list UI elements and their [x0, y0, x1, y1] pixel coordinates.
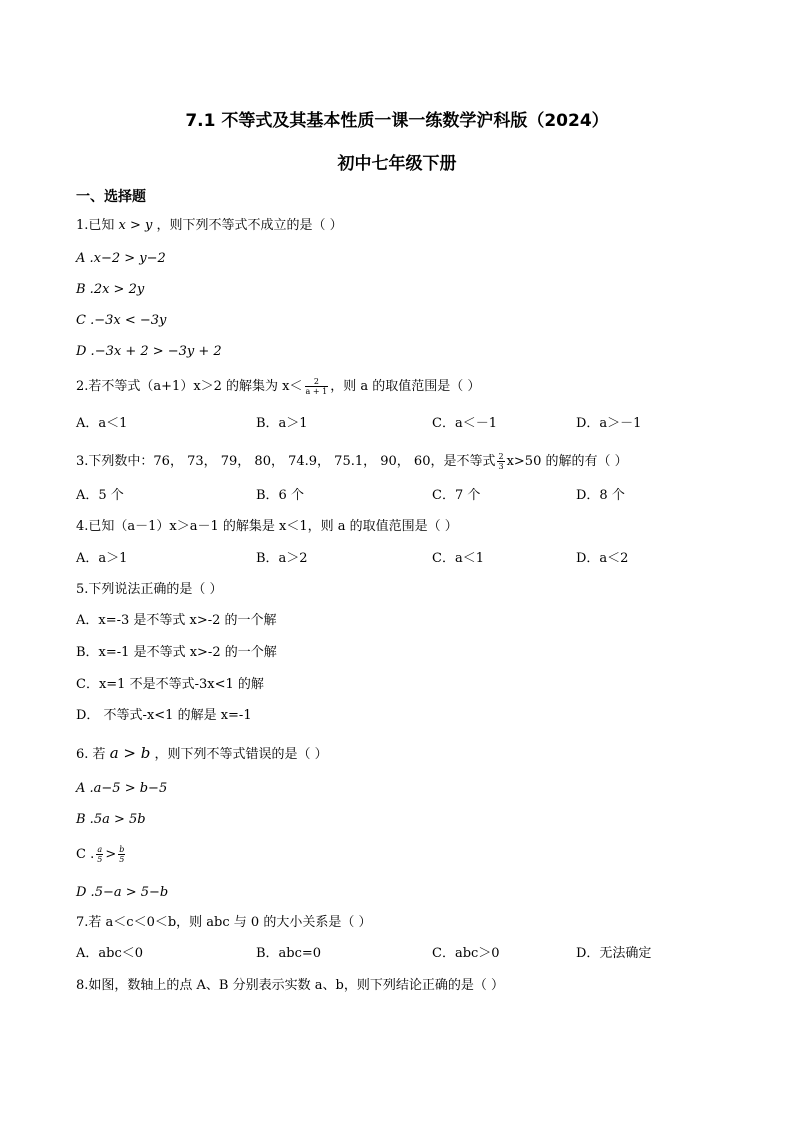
question-3-stem: 3.下列数中：76， 73， 79， 80， 74.9， 75.1， 90， 60，是不等式 $\frac{2}{3}$ x>50 的解的有（ ） — [76, 452, 628, 471]
question-6-option-d: D .5−a > 5−b — [76, 885, 169, 900]
question-1-option-c: C .−3x < −3y — [76, 313, 167, 328]
fraction: $\frac{a}{5}$ — [97, 845, 103, 864]
question-2-option-b: B．a＞1 — [256, 416, 308, 431]
question-1-option-b: B .2x > 2y — [76, 282, 145, 297]
question-4-option-a: A．a＞1 — [76, 551, 128, 566]
page-title: 7.1 不等式及其基本性质一课一练数学沪科版（2024） — [185, 111, 609, 131]
question-1-stem: 1.已知 x > y ，则下列不等式不成立的是（ ） — [76, 218, 343, 233]
question-3-option-c: C．7 个 — [432, 488, 481, 503]
question-4-option-b: B．a＞2 — [256, 551, 308, 566]
question-7-option-a: A．abc＜0 — [76, 946, 144, 961]
question-5-stem: 5.下列说法正确的是（ ） — [76, 582, 223, 597]
question-2-stem: 2.若不等式（a+1）x＞2 的解集为 x＜ $\frac{2}{a + 1}$ ，则 a 的取值范围是（ ） — [76, 377, 481, 396]
question-6-option-a: A .a−5 > b−5 — [76, 781, 168, 796]
question-5-option-d: D． 不等式-x<1 的解是 x=-1 — [76, 708, 252, 723]
question-4-option-c: C．a＜1 — [432, 551, 484, 566]
question-5-option-a: A．x=-3 是不等式 x>-2 的一个解 — [76, 613, 277, 628]
question-6-option-c: C . $\frac{a}{5}$ > $\frac{b}{5}$ — [76, 845, 125, 864]
question-1-option-d: D .−3x + 2 > −3y + 2 — [76, 344, 222, 359]
section-heading: 一、选择题 — [76, 189, 146, 205]
question-7-option-c: C．abc＞0 — [432, 946, 500, 961]
fraction: $\frac{2}{3}$ — [498, 452, 504, 471]
question-2-option-a: A．a＜1 — [76, 416, 128, 431]
question-7-stem: 7.若 a＜c＜0＜b，则 abc 与 0 的大小关系是（ ） — [76, 915, 372, 930]
question-2-option-c: C．a＜－1 — [432, 416, 497, 431]
question-8-stem: 8.如图，数轴上的点 A、B 分别表示实数 a、b，则下列结论正确的是（ ） — [76, 978, 504, 993]
question-3-option-b: B．6 个 — [256, 488, 304, 503]
question-5-option-b: B．x=-1 是不等式 x>-2 的一个解 — [76, 645, 277, 660]
question-7-option-d: D．无法确定 — [576, 946, 652, 961]
question-3-option-d: D．8 个 — [576, 488, 625, 503]
question-4-option-d: D．a＜2 — [576, 551, 629, 566]
fraction: $\frac{b}{5}$ — [119, 845, 125, 864]
question-5-option-c: C．x=1 不是不等式-3x<1 的解 — [76, 677, 264, 692]
question-6-stem: 6. 若 a > b ，则下列不等式错误的是（ ） — [76, 744, 328, 762]
question-2-option-d: D．a＞－1 — [576, 416, 642, 431]
question-7-option-b: B．abc=0 — [256, 946, 322, 961]
page-subtitle: 初中七年级下册 — [337, 154, 457, 174]
question-3-option-a: A．5 个 — [76, 488, 124, 503]
fraction: $\frac{2}{a + 1}$ — [305, 377, 328, 396]
question-6-option-b: B .5a > 5b — [76, 812, 146, 827]
question-4-stem: 4.已知（a－1）x＞a－1 的解集是 x＜1，则 a 的取值范围是（ ） — [76, 519, 458, 534]
question-1-option-a: A .x−2 > y−2 — [76, 251, 166, 266]
